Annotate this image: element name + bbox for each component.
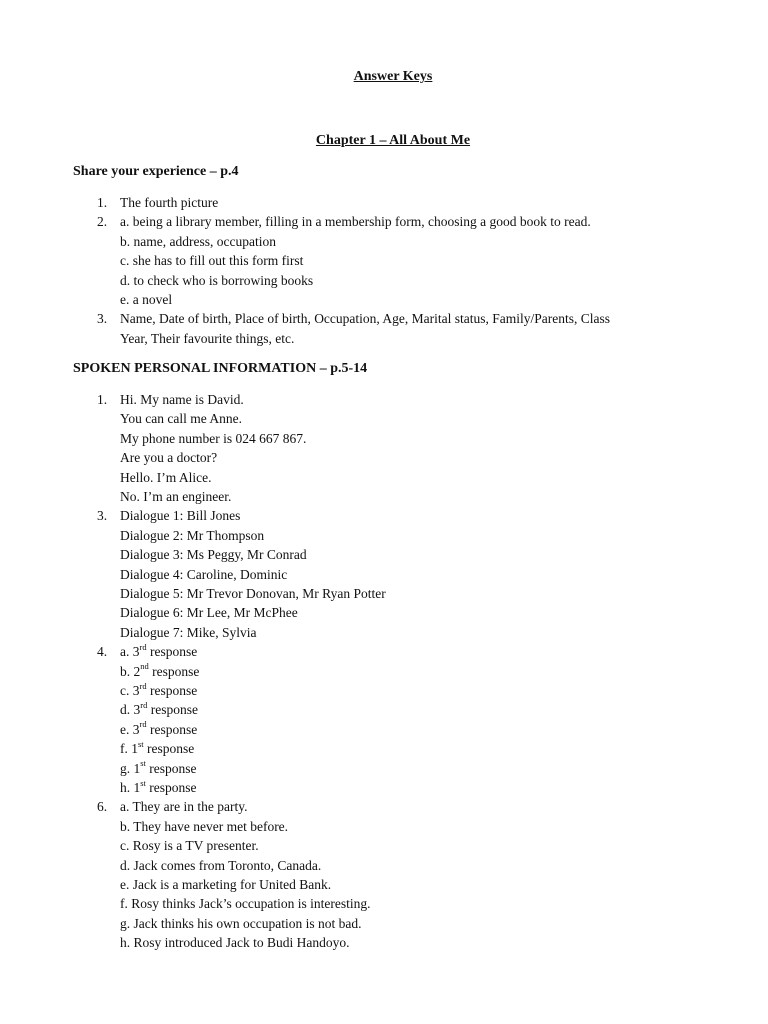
share-experience-answer-line: b. name, address, occupation [120, 233, 276, 249]
spoken-info-answer-line: Dialogue 1: Bill Jones [120, 508, 241, 524]
page-title: Answer Keys [353, 69, 433, 84]
spoken-info-answer-line: f. Rosy thinks Jack’s occupation is interesting. [120, 896, 371, 912]
share-experience-answer-line: a. being a library member, filling in a membership form, choosing a good book to read. [120, 214, 591, 230]
spoken-info-answer-line: e. Jack is a marketing for United Bank. [120, 877, 332, 892]
ordinal-suffix: st [138, 738, 144, 749]
spoken-info-answer-line: Dialogue 4: Caroline, Dominic [120, 566, 288, 582]
spoken-info-response-line: b. 2nd response [120, 661, 200, 679]
spoken-info-response-line: f. 1st response [120, 738, 195, 757]
spoken-info-answer-line: Hi. My name is David. [120, 392, 244, 407]
share-experience-item-number: 2. [97, 214, 108, 230]
spoken-info-answer-line: Dialogue 5: Mr Trevor Donovan, Mr Ryan Potter [120, 586, 386, 601]
spoken-info-answer-line: Are you a doctor? [120, 450, 218, 466]
spoken-info-answer-line: Hello. I’m Alice. [120, 469, 212, 485]
spoken-info-answer-line: No. I’m an engineer. [120, 489, 232, 504]
spoken-info-answer-line: d. Jack comes from Toronto, Canada. [120, 857, 322, 873]
spoken-info-answer-line: Dialogue 6: Mr Lee, Mr McPhee [120, 605, 298, 621]
spoken-info-answer-line: You can call me Anne. [120, 411, 242, 427]
spoken-info-response-line: c. 3rd response [120, 680, 198, 698]
share-experience-item-number: 3. [97, 311, 108, 327]
ordinal-suffix: rd [139, 719, 147, 730]
spoken-info-response-line: a. 3rd response [120, 641, 198, 660]
share-experience-item-number: 1. [97, 195, 108, 210]
ordinal-suffix: st [140, 758, 146, 769]
ordinal-suffix: nd [140, 661, 149, 672]
spoken-info-response-line: g. 1st response [120, 758, 197, 776]
spoken-info-response-line: e. 3rd response [120, 719, 198, 737]
spoken-info-answer-line: g. Jack thinks his own occupation is not bad. [120, 915, 362, 931]
share-experience-answer-line: e. a novel [120, 292, 173, 307]
share-experience-answer-line: Name, Date of birth, Place of birth, Occupation, Age, Marital status, Family/Parents, Class [120, 311, 611, 327]
spoken-info-answer-line: Dialogue 2: Mr Thompson [120, 527, 265, 543]
spoken-info-response-line: h. 1st response [120, 777, 197, 795]
ordinal-suffix: rd [140, 699, 148, 710]
share-experience-answer-line: Year, Their favourite things, etc. [120, 330, 295, 346]
ordinal-suffix: st [140, 777, 146, 788]
spoken-info-answer-line: a. They are in the party. [120, 799, 248, 815]
spoken-info-answer-line: Dialogue 7: Mike, Sylvia [120, 624, 257, 640]
spoken-info-answer-line: b. They have never met before. [120, 818, 289, 834]
spoken-info-item-number: 4. [97, 644, 108, 660]
spoken-info-item-number: 6. [97, 799, 108, 815]
spoken-info-item-number: 1. [97, 392, 108, 407]
spoken-info-item-number: 3. [97, 508, 108, 524]
spoken-info-answer-line: c. Rosy is a TV presenter. [120, 838, 259, 854]
share-experience-answer-line: c. she has to fill out this form first [120, 253, 304, 269]
spoken-info-response-line: d. 3rd response [120, 699, 198, 718]
spoken-info-answer-line: My phone number is 024 667 867. [120, 430, 307, 446]
share-experience-answer-line: d. to check who is borrowing books [120, 272, 314, 288]
chapter-title: Chapter 1 – All About Me [315, 133, 471, 148]
section-heading-share-experience: Share your experience – p.4 [73, 164, 239, 179]
section-heading-spoken-info: SPOKEN PERSONAL INFORMATION – p.5-14 [73, 361, 368, 376]
share-experience-answer-line: The fourth picture [120, 195, 219, 210]
spoken-info-answer-line: h. Rosy introduced Jack to Budi Handoyo. [120, 935, 350, 951]
spoken-info-answer-line: Dialogue 3: Ms Peggy, Mr Conrad [120, 547, 307, 563]
ordinal-suffix: rd [139, 641, 147, 652]
ordinal-suffix: rd [139, 680, 147, 691]
